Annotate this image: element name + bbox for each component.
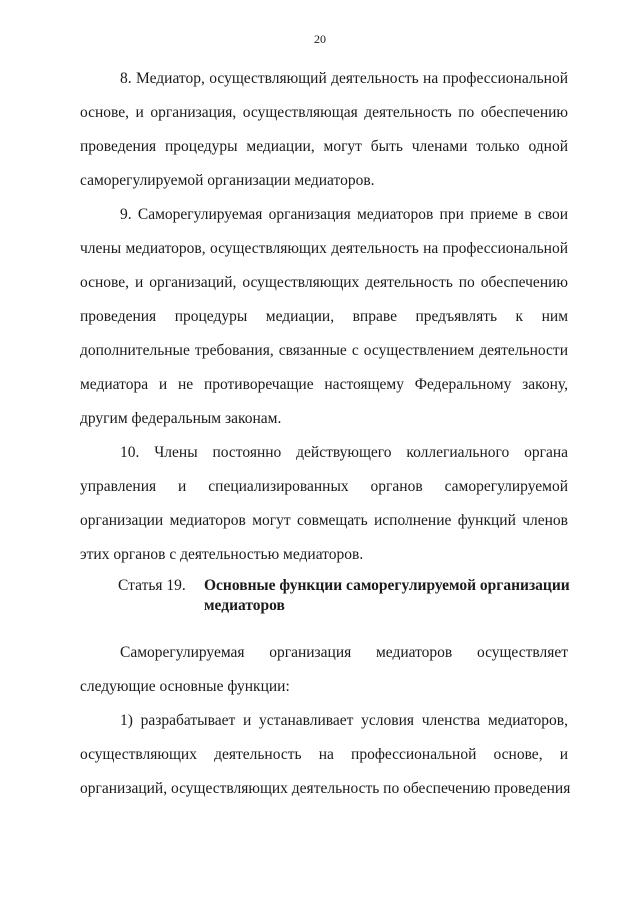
article-title-line: медиаторов — [204, 597, 285, 614]
text-line: 9. Саморегулируемая организация медиаторов при приеме в свои — [120, 206, 568, 223]
text-line: 8. Медиатор, осуществляющий деятельность на профессиональной — [120, 70, 568, 87]
paragraph-item-1 — [80, 704, 571, 806]
text-line: управления и специализированных органов саморегулируемой — [80, 478, 568, 495]
paragraph-intro — [80, 636, 568, 704]
article-number: Статья 19. — [118, 577, 186, 594]
text-line: проведения процедуры медиации, вправе предъявлять к ним — [80, 308, 568, 325]
article-heading — [80, 576, 568, 626]
text-line: организации медиаторов могут совмещать исполнение функций членов — [80, 512, 568, 529]
document-body — [80, 62, 571, 806]
paragraph-9 — [80, 198, 568, 436]
text-line: члены медиаторов, осуществляющих деятельность на профессиональной — [80, 240, 568, 257]
text-line: основе, и организация, осуществляющая деятельность по обеспечению — [80, 104, 568, 121]
text-line: следующие основные функции: — [80, 678, 290, 695]
text-line: 10. Члены постоянно действующего коллегиального органа — [120, 444, 568, 461]
text-line: саморегулируемой организации медиаторов. — [80, 172, 375, 189]
text-line: Саморегулируемая организация медиаторов осуществляет — [120, 644, 568, 661]
paragraph-8 — [80, 62, 568, 198]
text-line: проведения процедуры медиации, могут быть членами только одной — [80, 138, 568, 155]
text-line: 1) разрабатывает и устанавливает условия членства медиаторов, — [120, 712, 568, 729]
text-line: осуществляющих деятельность на профессиональной основе, и — [80, 746, 568, 763]
text-line: этих органов с деятельностью медиаторов. — [80, 546, 364, 563]
text-line: медиатора и не противоречащие настоящему Федеральному закону, — [80, 376, 568, 393]
article-title-line: Основные функции саморегулируемой организации — [204, 577, 570, 594]
text-line: дополнительные требования, связанные с осуществлением деятельности — [80, 342, 568, 359]
page-number: 20 — [314, 32, 326, 46]
text-line: основе, и организаций, осуществляющих деятельность по обеспечению — [80, 274, 568, 291]
text-line: другим федеральным законам. — [80, 410, 282, 427]
paragraph-10 — [80, 436, 568, 572]
article-title — [204, 576, 570, 616]
text-line: организаций, осуществляющих деятельность по обеспечению проведения — [80, 780, 571, 797]
